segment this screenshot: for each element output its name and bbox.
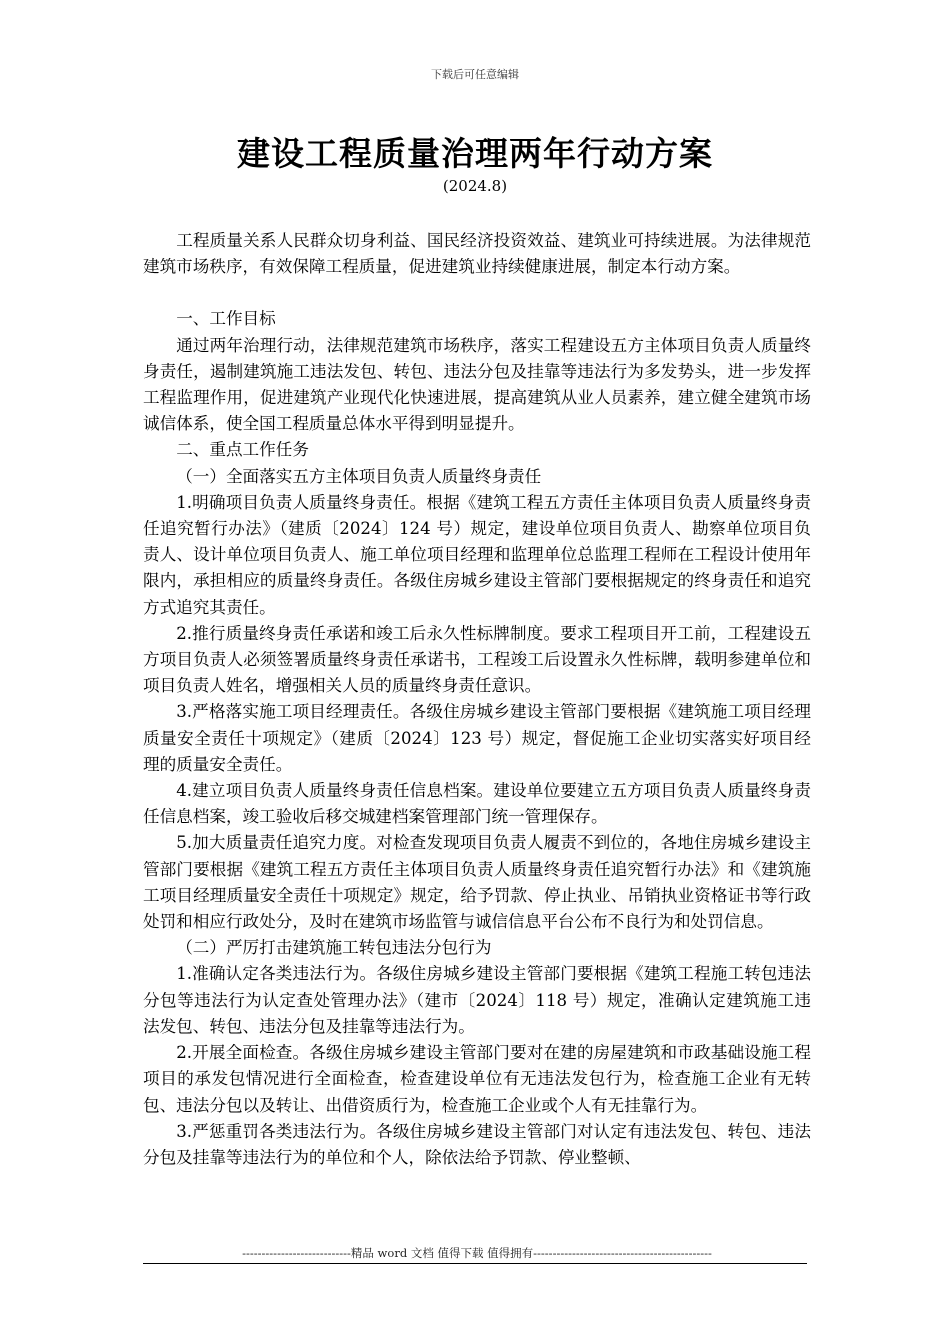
body-paragraph: 5.加大质量责任追究力度。对检查发现项目负责人履责不到位的，各地住房城乡建设主管部门要根据《建筑工程五方责任主体项目负责人质量终身责任追究暂行办法》和《建筑施工项目经理质量安全责任十项规定》规定，给予罚款、停止执业、吊销执业资格证书等行政处罚和相应行政处分，及时在建筑市场监管与诚信信息平台公布不良行为和处罚信息。: [143, 833, 811, 932]
body-paragraph: 2.开展全面检查。各级住房城乡建设主管部门要对在建的房屋建筑和市政基础设施工程项目的承发包情况进行全面检查，检查建设单位有无违法发包行为，检查施工企业有无转包、违法分包以及转让、出借资质行为，检查施工企业或个人有无挂靠行为。: [143, 1043, 811, 1115]
footer-divider: [143, 1263, 807, 1264]
body-paragraph: 4.建立项目负责人质量终身责任信息档案。建设单位要建立五方项目负责人质量终身责任信息档案，竣工验收后移交城建档案管理部门统一管理保存。: [143, 781, 811, 827]
body-paragraph: 1.准确认定各类违法行为。各级住房城乡建设主管部门要根据《建筑工程施工转包违法分包等违法行为认定查处管理办法》（建市〔2024〕118 号）规定，准确认定建筑施工违法发包、转包、违法分包及挂靠等违法行为。: [143, 964, 811, 1036]
subsection-heading: （一）全面落实五方主体项目负责人质量终身责任: [176, 466, 542, 486]
header-note: 下载后可任意编辑: [431, 68, 519, 81]
body-paragraph: 3.严格落实施工项目经理责任。各级住房城乡建设主管部门要根据《建筑施工项目经理质量安全责任十项规定》（建质〔2024〕123 号）规定，督促施工企业切实落实好项目经理的质量安全责任。: [143, 702, 811, 774]
footer-text: ----------------------------精品 word 文档 值得下载 值得拥有----------------------------------------------: [242, 1246, 712, 1260]
body-paragraph: 2.推行质量终身责任承诺和竣工后永久性标牌制度。要求工程项目开工前，工程建设五方项目负责人必须签署质量终身责任承诺书，工程竣工后设置永久性标牌，载明参建单位和项目负责人姓名，增强相关人员的质量终身责任意识。: [143, 623, 811, 696]
document-date: (2024.8): [442, 177, 508, 195]
body-paragraph: 通过两年治理行动，法律规范建筑市场秩序，落实工程建设五方主体项目负责人质量终身责任，遏制建筑施工违法发包、转包、违法分包及挂靠等违法行为多发势头，进一步发挥工程监理作用，促进建筑产业现代化快速进展，提高建筑从业人员素养，建立健全建筑市场诚信体系，使全国工程质量总体水平得到明显提升。: [143, 335, 811, 434]
document-body: [143, 228, 811, 1171]
section-heading-tasks: 二、重点工作任务: [176, 440, 309, 460]
section-heading-objectives: 一、工作目标: [176, 309, 276, 329]
document-title: 建设工程质量治理两年行动方案: [237, 134, 713, 173]
body-paragraph: 1.明确项目负责人质量终身责任。根据《建筑工程五方责任主体项目负责人质量终身责任追究暂行办法》（建质〔2024〕124 号）规定，建设单位项目负责人、勘察单位项目负责人、设计单位项目负责人、施工单位项目经理和监理单位总监理工程师在工程设计使用年限内，承担相应的质量终身责任。各级住房城乡建设主管部门要根据规定的终身责任和追究方式追究其责任。: [143, 492, 811, 617]
intro-paragraph: 工程质量关系人民群众切身利益、国民经济投资效益、建筑业可持续进展。为法律规范建筑市场秩序，有效保障工程质量，促进建筑业持续健康进展，制定本行动方案。: [143, 231, 811, 277]
body-paragraph: 3.严惩重罚各类违法行为。各级住房城乡建设主管部门对认定有违法发包、转包、违法分包及挂靠等违法行为的单位和个人，除依法给予罚款、停业整顿、: [143, 1121, 811, 1167]
subsection-heading: （二）严厉打击建筑施工转包违法分包行为: [176, 938, 492, 958]
